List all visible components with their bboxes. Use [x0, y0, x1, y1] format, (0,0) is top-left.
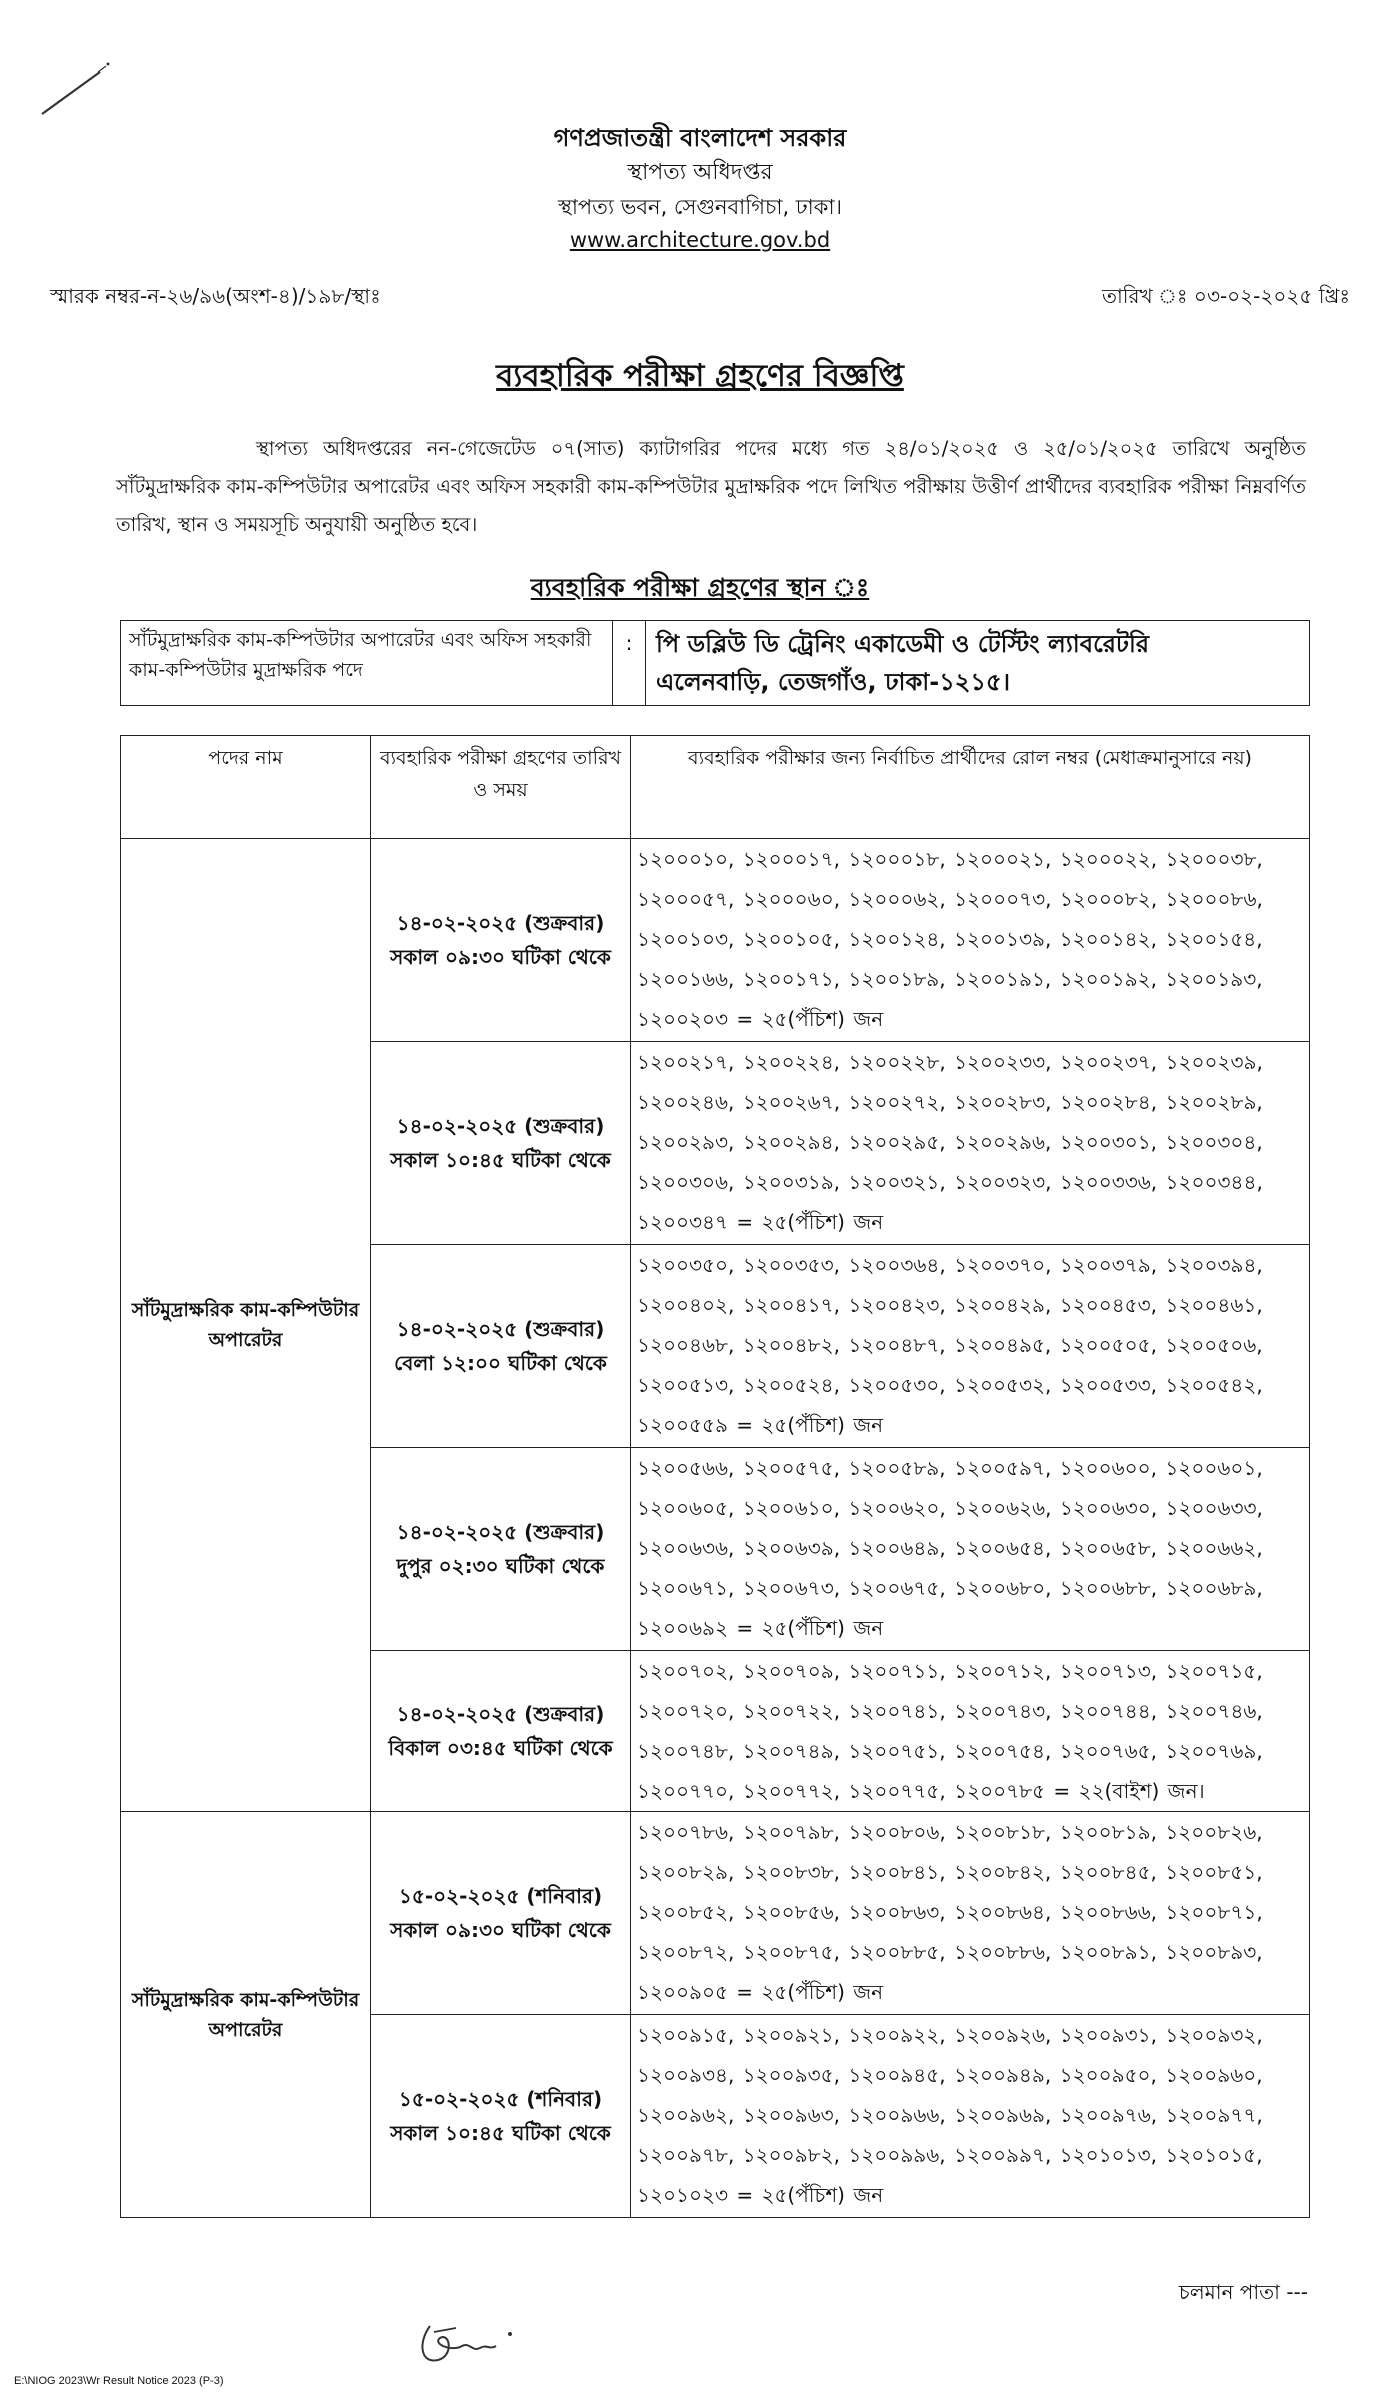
slot-time: দুপুর ০২:৩০ ঘটিকা থেকে: [396, 1554, 605, 1578]
slot-rolls: ১২০০৯১৫, ১২০০৯২১, ১২০০৯২২, ১২০০৯২৬, ১২০০৯৩১, ১২০০৯৩২, ১২০০৯৩৪, ১২০০৯৩৫, ১২০০৯৪৫, ১২০০৯৪৯, ১২০০৯৫০, ১২০০৯৬০, ১২০০৯৬২, ১২০০৯৬৩, ১২০০৯৬৬, ১২০০৯৬৯, ১২০০৯৭৬, ১২০০৯৭৭, ১২০০৯৭৮, ১২০০৯৮২, ১২০০৯৯৬, ১২০০৯৯৭, ১২০১০১৩, ১২০১০১৫, ১২০১০২৩ = ২৫(পঁচিশ) জন: [631, 2015, 1310, 2218]
slot-rolls: ১২০০৭৮৬, ১২০০৭৯৮, ১২০০৮০৬, ১২০০৮১৮, ১২০০৮১৯, ১২০০৮২৬, ১২০০৮২৯, ১২০০৮৩৮, ১২০০৮৪১, ১২০০৮৪২, ১২০০৮৪৫, ১২০০৮৫১, ১২০০৮৫২, ১২০০৮৫৬, ১২০০৮৬৩, ১২০০৮৬৪, ১২০০৮৬৬, ১২০০৮৭১, ১২০০৮৭২, ১২০০৮৭৫, ১২০০৮৮৫, ১২০০৮৮৬, ১২০০৮৯১, ১২০০৮৯৩, ১২০০৯০৫ = ২৫(পঁচিশ) জন: [631, 1812, 1310, 2015]
slot-date: ১৫-০২-২০২৫ (শনিবার): [398, 1884, 603, 1908]
slot-datetime: [371, 839, 631, 1042]
website-link[interactable]: www.architecture.gov.bd: [569, 228, 831, 252]
slot-rolls: ১২০০৫৬৬, ১২০০৫৭৫, ১২০০৫৮৯, ১২০০৫৯৭, ১২০০৬০০, ১২০০৬০১, ১২০০৬০৫, ১২০০৬১০, ১২০০৬২০, ১২০০৬২৬, ১২০০৬৩০, ১২০০৬৩৩, ১২০০৬৩৬, ১২০০৬৩৯, ১২০০৬৪৯, ১২০০৬৫৪, ১২০০৬৫৮, ১২০০৬৬২, ১২০০৬৭১, ১২০০৬৭৩, ১২০০৬৭৫, ১২০০৬৮০, ১২০০৬৮৮, ১২০০৬৮৯, ১২০০৬৯২ = ২৫(পঁচিশ) জন: [631, 1448, 1310, 1651]
schedule-header-row: [121, 736, 1310, 839]
footer-file-path: E:\NIOG 2023\Wr Result Notice 2023 (P-3): [14, 2375, 224, 2387]
slot-date: ১৫-০২-২০২৫ (শনিবার): [398, 2087, 603, 2111]
slot-time: বিকাল ০৩:৪৫ ঘটিকা থেকে: [388, 1736, 613, 1760]
venue-posts: সাঁটমুদ্রাক্ষরিক কাম-কম্পিউটার অপারেটর এবং অফিস সহকারী কাম-কম্পিউটার মুদ্রাক্ষরিক পদে: [121, 621, 613, 706]
slot-date: ১৪-০২-২০২৫ (শুক্রবার): [396, 1114, 605, 1138]
table-row: [121, 839, 1310, 1042]
slot-date: ১৪-০২-২০২৫ (শুক্রবার): [396, 911, 605, 935]
signature-icon: [410, 2312, 530, 2372]
slot-time: বেলা ১২:০০ ঘটিকা থেকে: [394, 1351, 607, 1375]
slot-datetime: [371, 2015, 631, 2218]
slot-rolls: ১২০০০১০, ১২০০০১৭, ১২০০০১৮, ১২০০০২১, ১২০০০২২, ১২০০০৩৮, ১২০০০৫৭, ১২০০০৬০, ১২০০০৬২, ১২০০০৭৩, ১২০০০৮২, ১২০০০৮৬, ১২০০১০৩, ১২০০১০৫, ১২০০১২৪, ১২০০১৩৯, ১২০০১৪২, ১২০০১৫৪, ১২০০১৬৬, ১২০০১৭১, ১২০০১৮৯, ১২০০১৯১, ১২০০১৯২, ১২০০১৯৩, ১২০০২০৩ = ২৫(পঁচিশ) জন: [631, 839, 1310, 1042]
slot-time: সকাল ০৯:৩০ ঘটিকা থেকে: [390, 1918, 611, 1942]
pen-mark-icon: [38, 58, 128, 118]
slot-rolls: ১২০০৩৫০, ১২০০৩৫৩, ১২০০৩৬৪, ১২০০৩৭০, ১২০০৩৭৯, ১২০০৩৯৪, ১২০০৪০২, ১২০০৪১৭, ১২০০৪২৩, ১২০০৪২৯, ১২০০৪৫৩, ১২০০৪৬১, ১২০০৪৬৮, ১২০০৪৮২, ১২০০৪৮৭, ১২০০৪৯৫, ১২০০৫০৫, ১২০০৫০৬, ১২০০৫১৩, ১২০০৫২৪, ১২০০৫৩০, ১২০০৫৩২, ১২০০৫৩৩, ১২০০৫৪২, ১২০০৫৫৯ = ২৫(পঁচিশ) জন: [631, 1245, 1310, 1448]
continued-note: চলমান পাতা ---: [1178, 2280, 1308, 2304]
group-post-2: সাঁটমুদ্রাক্ষরিক কাম-কম্পিউটার অপারেটর: [121, 1812, 371, 2218]
venue-colon: :: [613, 621, 646, 706]
table-row: [121, 1812, 1310, 2015]
slot-date: ১৪-০২-২০২৫ (শুক্রবার): [396, 1702, 605, 1726]
slot-datetime: [371, 1448, 631, 1651]
venue-place-line2: এলেনবাড়ি, তেজগাঁও, ঢাকা-১২১৫।: [656, 668, 1011, 696]
slot-datetime: [371, 1651, 631, 1812]
slot-rolls: ১২০০৭০২, ১২০০৭০৯, ১২০০৭১১, ১২০০৭১২, ১২০০৭১৩, ১২০০৭১৫, ১২০০৭২০, ১২০০৭২২, ১২০০৭৪১, ১২০০৭৪৩, ১২০০৭৪৪, ১২০০৭৪৬, ১২০০৭৪৮, ১২০০৭৪৯, ১২০০৭৫১, ১২০০৭৫৪, ১২০০৭৬৫, ১২০০৭৬৯, ১২০০৭৭০, ১২০০৭৭২, ১২০০৭৭৫, ১২০০৭৮৫ = ২২(বাইশ) জন।: [631, 1651, 1310, 1812]
venue-table: [120, 620, 1310, 706]
intro-paragraph: স্থাপত্য অধিদপ্তরের নন-গেজেটেড ০৭(সাত) ক্যাটাগরির পদের মধ্যে গত ২৪/০১/২০২৫ ও ২৫/০১/২০২৫ তারিখে অনুষ্ঠিত সাঁটমুদ্রাক্ষরিক কাম-কম্পিউটার অপারেটর এবং অফিস সহকারী কাম-কম্পিউটার মুদ্রাক্ষরিক পদে লিখিত পরীক্ষায় উত্তীর্ণ প্রার্থীদের ব্যবহারিক পরীক্ষা নিম্নবর্ণিত তারিখ, স্থান ও সময়সূচি অনুযায়ী অনুষ্ঠিত হবে।: [116, 437, 1306, 536]
slot-datetime: [371, 1812, 631, 2015]
memo-number: স্মারক নম্বর-ন-২৬/৯৬(অংশ-৪)/১৯৮/স্থাঃ: [50, 284, 381, 308]
venue-heading-text: ব্যবহারিক পরীক্ষা গ্রহণের স্থান ঃ: [530, 573, 870, 602]
government-name: গণপ্রজাতন্ত্রী বাংলাদেশ সরকার: [553, 124, 847, 152]
header-post: পদের নাম: [121, 736, 371, 839]
venue-heading: [0, 568, 1400, 611]
slot-rolls: ১২০০২১৭, ১২০০২২৪, ১২০০২২৮, ১২০০২৩৩, ১২০০২৩৭, ১২০০২৩৯, ১২০০২৪৬, ১২০০২৬৭, ১২০০২৭২, ১২০০২৮৩, ১২০০২৮৪, ১২০০২৮৯, ১২০০২৯৩, ১২০০২৯৪, ১২০০২৯৫, ১২০০২৯৬, ১২০০৩০১, ১২০০৩০৪, ১২০০৩০৬, ১২০০৩১৯, ১২০০৩২১, ১২০০৩২৩, ১২০০৩৩৬, ১২০০৩৪৪, ১২০০৩৪৭ = ২৫(পঁচিশ) জন: [631, 1042, 1310, 1245]
venue-place: [646, 621, 1310, 706]
slot-date: ১৪-০২-২০২৫ (শুক্রবার): [396, 1317, 605, 1341]
letterhead: [0, 120, 1400, 256]
slot-date: ১৪-০২-২০২৫ (শুক্রবার): [396, 1520, 605, 1544]
schedule-table: [120, 735, 1310, 2218]
slot-time: সকাল ০৯:৩০ ঘটিকা থেকে: [390, 945, 611, 969]
venue-place-line1: পি ডব্লিউ ডি ট্রেনিং একাডেমী ও টেস্টিং ল্যাবরেটরি: [656, 630, 1150, 658]
slot-datetime: [371, 1245, 631, 1448]
slot-time: সকাল ১০:৪৫ ঘটিকা থেকে: [390, 2121, 611, 2145]
slot-time: সকাল ১০:৪৫ ঘটিকা থেকে: [390, 1148, 611, 1172]
header-rolls: ব্যবহারিক পরীক্ষার জন্য নির্বাচিত প্রার্থীদের রোল নম্বর (মেধাক্রমানুসারে নয়): [631, 736, 1310, 839]
slot-datetime: [371, 1042, 631, 1245]
header-datetime: ব্যবহারিক পরীক্ষা গ্রহণের তারিখ ও সময়: [371, 736, 631, 839]
department-address: স্থাপত্য ভবন, সেগুনবাগিচা, ঢাকা।: [557, 195, 843, 219]
venue-row: [121, 621, 1310, 706]
notice-date: তারিখ ঃ ০৩-০২-২০২৫ খ্রিঃ: [1101, 284, 1350, 308]
department-name: স্থাপত্য অধিদপ্তর: [627, 160, 773, 185]
group-post-1: সাঁটমুদ্রাক্ষরিক কাম-কম্পিউটার অপারেটর: [121, 839, 371, 1812]
notice-title: [0, 352, 1400, 404]
notice-title-text: ব্যবহারিক পরীক্ষা গ্রহণের বিজ্ঞপ্তি: [496, 358, 904, 394]
